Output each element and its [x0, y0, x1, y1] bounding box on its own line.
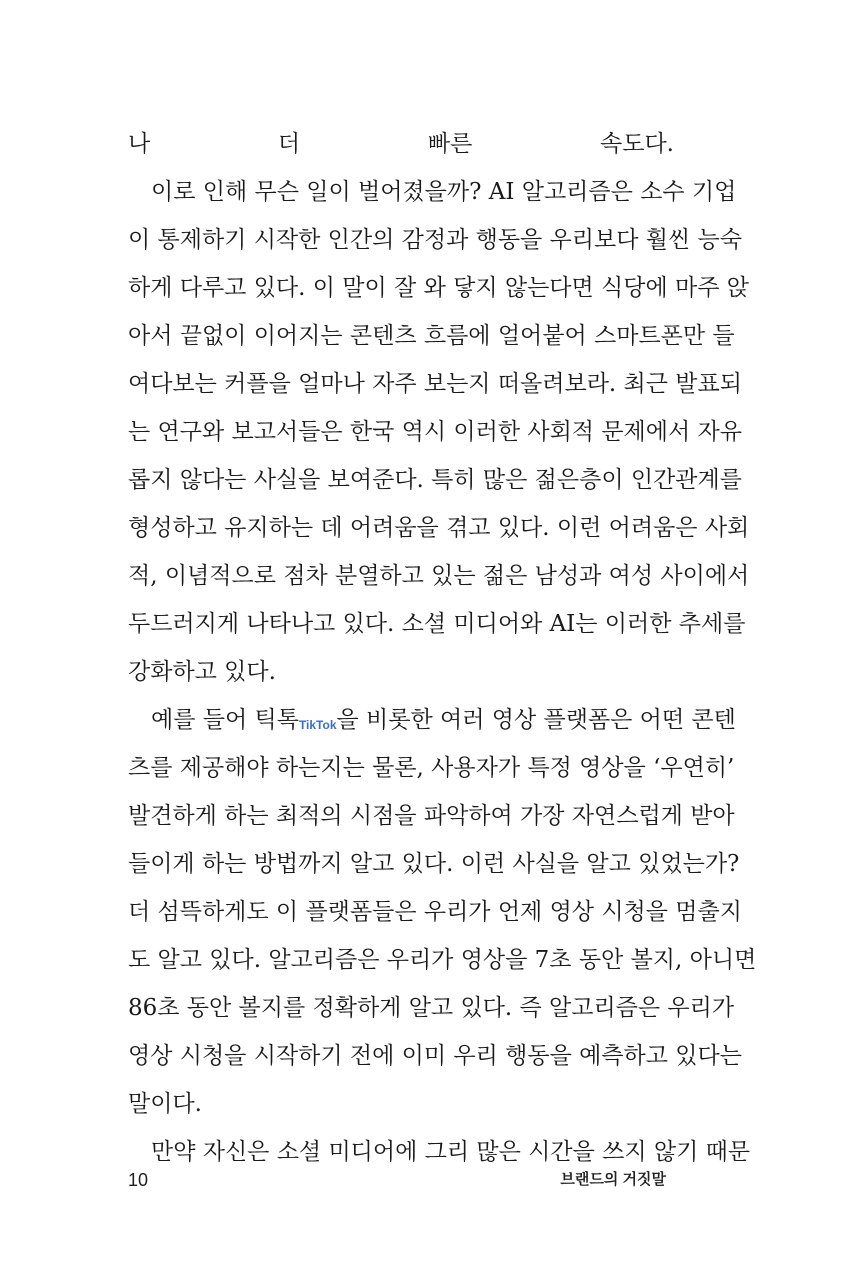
page-number: 10	[128, 1170, 149, 1190]
text-line: 는 연구와 보고서들은 한국 역시 이러한 사회적 문제에서 자유	[128, 419, 742, 445]
text-line: 롭지 않다는 사실을 보여준다. 특히 많은 젊은층이 인간관계를	[128, 467, 742, 493]
text-line: 형성하고 유지하는 데 어려움을 겪고 있다. 이런 어려움은 사회	[128, 515, 750, 541]
text-line: 강화하고 있다.	[128, 659, 276, 685]
text-line: 나 더 빠른 속도다.	[128, 131, 674, 157]
text-line: 두드러지게 나타나고 있다. 소셜 미디어와 AI는 이러한 추세를	[128, 611, 746, 637]
text-line: 아서 끝없이 이어지는 콘텐츠 흐름에 얼어붙어 스마트폰만 들	[128, 323, 735, 349]
text-line: 말이다.	[128, 1091, 202, 1117]
running-title: 브랜드의 거짓말	[560, 1171, 666, 1188]
text-line: 영상 시청을 시작하기 전에 이미 우리 행동을 예측하고 있다는	[128, 1043, 742, 1069]
text-line: 하게 다루고 있다. 이 말이 잘 와 닿지 않는다면 식당에 마주 앉	[128, 275, 749, 301]
text-segment: 을 비롯한 여러 영상 플랫폼은 어떤 콘텐	[336, 707, 736, 733]
tiktok-annotation: TikTok	[298, 718, 337, 732]
text-line: 적, 이념적으로 점차 분열하고 있는 젊은 남성과 여성 사이에서	[128, 563, 750, 589]
text-line: 만약 자신은 소셜 미디어에 그리 많은 시간을 쓰지 않기 때문	[151, 1139, 751, 1165]
text-line: 들이게 하는 방법까지 알고 있다. 이런 사실을 알고 있었는가?	[128, 851, 740, 877]
text-line: 발견하게 하는 최적의 시점을 파악하여 가장 자연스럽게 받아	[128, 803, 735, 829]
text-line: 이 통제하기 시작한 인간의 감정과 행동을 우리보다 훨씬 능숙	[128, 227, 742, 253]
text-line-with-annotation	[128, 696, 736, 744]
body-text	[128, 120, 757, 1176]
text-line: 86초 동안 볼지를 정확하게 알고 있다. 즉 알고리즘은 우리가	[128, 995, 735, 1021]
text-line: 여다보는 커플을 얼마나 자주 보는지 떠올려보라. 최근 발표되	[128, 371, 742, 397]
text-line: 츠를 제공해야 하는지는 물론, 사용자가 특정 영상을 ‘우연히’	[128, 755, 735, 781]
text-line: 더 섬뜩하게도 이 플랫폼들은 우리가 언제 영상 시청을 멈출지	[128, 899, 742, 925]
text-line: 도 알고 있다. 알고리즘은 우리가 영상을 7초 동안 볼지, 아니면	[128, 947, 757, 973]
text-segment: 예를 들어 틱톡	[151, 707, 299, 733]
text-line: 이로 인해 무슨 일이 벌어졌을까? AI 알고리즘은 소수 기업	[151, 179, 737, 205]
